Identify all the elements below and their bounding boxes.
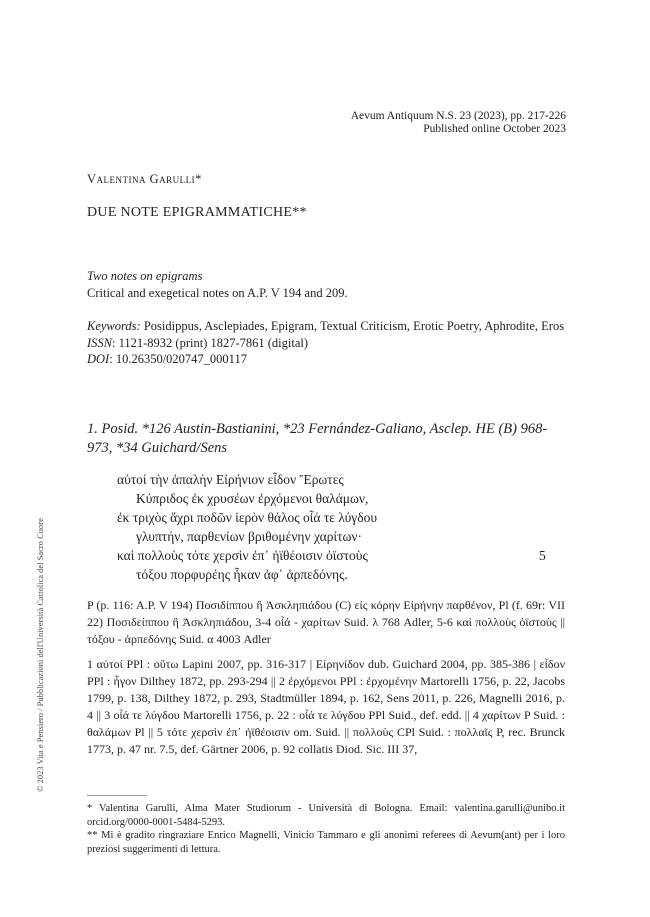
doi-text: : 10.26350/020747_000117 bbox=[109, 352, 247, 366]
keywords-line bbox=[87, 318, 565, 335]
apparatus-sources: P (p. 116: A.P. V 194) Ποσιδίππου ἢ Ἀσκληπιάδου (C) εἰς κόρην Εἰρήνην παρθένον, Pl (f. 69r: VII 22) Ποσιδείππου ἢ Ἀσκληπιάδου, 3-4 οἷά - χαρίτων Suid. λ 768 Adler, 5-6 καὶ πολλοὺς ὀϊστοὺς || τόξου - ἁρπεδόνης Suid. α 4003 Adler bbox=[87, 598, 565, 646]
footnotes bbox=[87, 802, 565, 856]
journal-citation: Aevum Antiquum N.S. 23 (2023), pp. 217-226 bbox=[350, 110, 566, 122]
footnote-author: * Valentina Garulli, Alma Mater Studiorum - Università di Bologna. Email: valentina.garulli@unibo.it orcid.org/0000-0001-5484-5293. bbox=[87, 803, 565, 828]
metadata-block bbox=[87, 318, 565, 368]
abstract-block bbox=[87, 268, 565, 301]
issn-label: ISSN bbox=[87, 335, 112, 350]
journal-header bbox=[351, 110, 566, 136]
section-heading: 1. Posid. *126 Austin-Bastianini, *23 Fernández-Galiano, Asclep. HE (B) 968-973, *34 Guichard/Sens bbox=[87, 421, 548, 456]
verse-line-1: αὐτοί τὴν ἁπαλὴν Εἰρήνιον εἶδον Ἔρωτες bbox=[117, 472, 344, 487]
issn-text: : 1121-8932 (print) 1827-7861 (digital) bbox=[112, 335, 309, 350]
english-title: Two notes on epigrams bbox=[87, 269, 203, 283]
doi-line bbox=[87, 351, 565, 368]
copyright-sidebar: © 2023 Vita e Pensiero / Pubblicazioni dell'Università Cattolica del Sacro Cuore bbox=[35, 518, 45, 792]
doi-label: DOI bbox=[87, 352, 110, 366]
issn-line bbox=[87, 335, 565, 352]
verse-line-3: ἐκ τριχὸς ἄχρι ποδῶν ἱερὸν θάλος οἷά τε λύγδου bbox=[117, 510, 378, 525]
epigram-text bbox=[0, 470, 650, 585]
line-number: 5 bbox=[539, 548, 546, 563]
publication-date: Published online October 2023 bbox=[423, 123, 566, 135]
verse-line-5: καὶ πολλοὺς τότε χερσὶν ἐπ᾽ ἠϊθέοισιν ὀϊστοὺς bbox=[117, 548, 368, 563]
author-name: Valentina Garulli* bbox=[87, 172, 202, 186]
apparatus-criticus: 1 αὐτοί PPl : οὕτω Lapini 2007, pp. 316-317 | Εἰρηνίδον dub. Guichard 2004, pp. 385-386 | εἶδον PPl : ἦγον Dilthey 1872, pp. 293-294 || 2 ἐρχόμενοι PPl : ἐρχομένην Martorelli 1756, p. 22, Jacobs 1799, p. 138, Dilthey 1872, p. 293, Stadtmüller 1894, p. 162, Sens 2011, p. 226, Magnelli 2016, p. 4 || 3 οἷά τε λύγδου Martorelli 1756, p. 22 : οἷά τε λύγδου PPl Suid., def. edd. || 4 χαρίτων P Suid. : θαλάμων Pl || 5 τότε χερσὶν ἐπ᾽ ἠϊθέοισιν om. Suid. || πολλοὺς CPl Suid. : πολλαῖς P, rec. Brunck 1773, p. 47 nr. 7.5, def. Gärtner 2006, p. 92 collatis Diod. Sic. III 37, bbox=[87, 657, 565, 756]
verse-line-6: τόξου πορφυρέης ἧκαν ἀφ᾽ ἁρπεδόνης. bbox=[136, 567, 348, 582]
article-title: DUE NOTE EPIGRAMMATICHE** bbox=[87, 205, 307, 220]
keywords-label: Keywords: bbox=[87, 319, 141, 333]
keywords-text: Posidippus, Asclepiades, Epigram, Textual Criticism, Erotic Poetry, Aphrodite, Eros bbox=[140, 319, 565, 333]
abstract-text: Critical and exegetical notes on A.P. V 194 and 209. bbox=[87, 285, 348, 300]
footnote-rule bbox=[87, 795, 147, 796]
footnote-acknowledgements: ** Mi è gradito ringraziare Enrico Magnelli, Vinicio Tammaro e gli anonimi referees di Aevum(ant) per i loro preziosi suggerimenti di lettura. bbox=[87, 830, 565, 855]
verse-line-2: Κύπριδος ἐκ χρυσέων ἐρχόμενοι θαλάμων, bbox=[136, 491, 369, 506]
verse-line-4: γλυπτήν, παρθενίων βριθομένην χαρίτων· bbox=[136, 529, 363, 544]
